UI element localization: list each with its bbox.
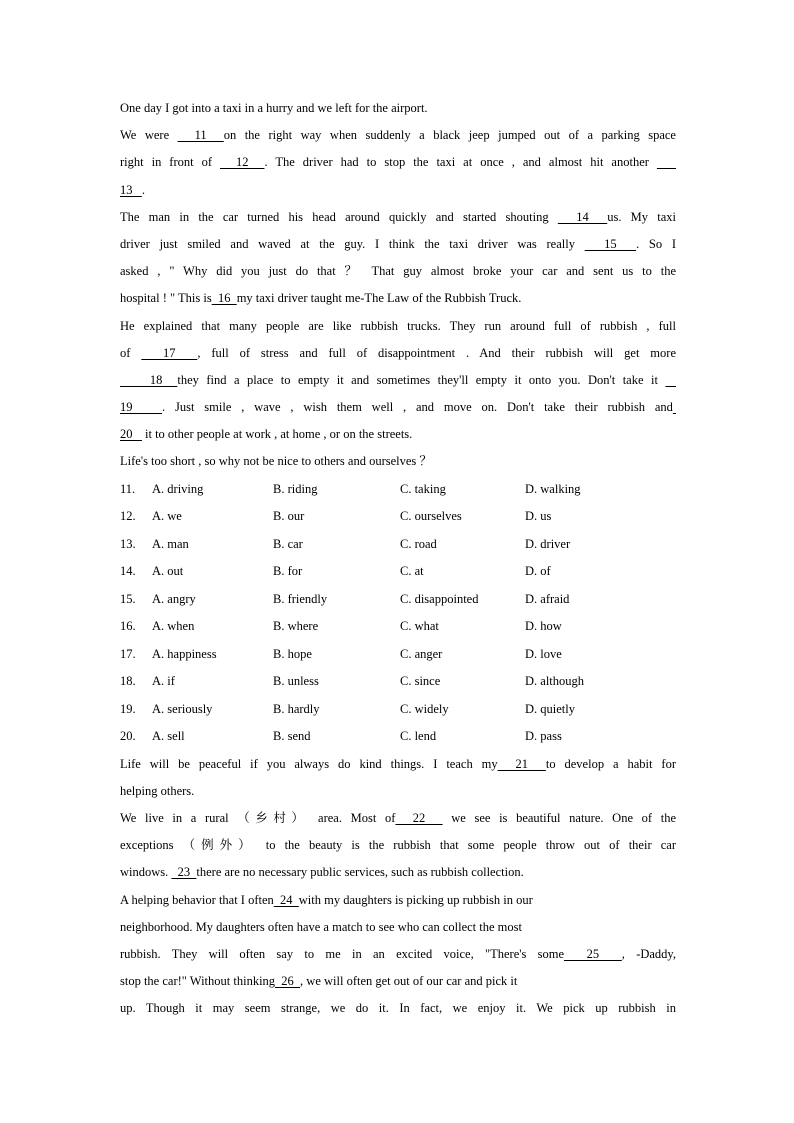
passage2-line [120,887,676,914]
option-d[interactable]: D. afraid [525,591,570,606]
passage1-line [120,204,676,231]
text: A helping behavior that I often [120,892,274,907]
passage2-line [120,995,676,1022]
text: . [141,182,145,197]
blank-18: 18 [120,372,178,387]
question-row [120,586,676,614]
text: us. My taxi [607,209,676,224]
passage1-line [120,95,676,122]
option-a[interactable]: A. if [152,674,175,689]
blank-13-start [657,155,676,169]
text: , full of stress and full of disappointment . And their rubbish will get more [197,345,676,360]
option-a[interactable]: A. when [152,619,195,634]
text: windows. [120,865,172,880]
option-a[interactable]: A. happiness [152,646,217,661]
passage2-line [120,832,676,859]
question-number: 15. [120,591,136,606]
option-b[interactable]: B. car [273,536,303,551]
blank-11: 11 [177,128,224,143]
option-d[interactable]: D. love [525,646,562,661]
text: , -Daddy, [621,946,676,961]
question-row [120,531,676,559]
text: my taxi driver taught me-The Law of the Rubbish Truck. [236,291,522,306]
text: they find a place to empty it and sometimes they'll empty it onto you. Don't take it [177,372,666,387]
question-row [120,503,676,531]
blank-17: 17 [141,345,198,360]
passage2-line [120,941,676,968]
passage2-line [120,778,676,805]
option-d[interactable]: D. how [525,619,562,634]
option-b[interactable]: B. riding [273,481,318,496]
option-d[interactable]: D. walking [525,481,581,496]
text: , we will often get out of our car and pick it [300,974,518,989]
text: One day I got into a taxi in a hurry and we left for the airport. [120,101,428,115]
option-c[interactable]: C. at [400,564,424,579]
option-d[interactable]: D. pass [525,729,562,744]
question-number: 14. [120,564,136,579]
text: . The driver had to stop the taxi at once , and almost hit another [264,155,657,170]
option-b[interactable]: B. send [273,729,311,744]
text: Life will be peaceful if you always do kind things. I teach my [120,756,498,771]
text: asked , " Why did you just do that ？ That guy almost broke your car and sent us to the [120,264,676,279]
question-row [120,613,676,641]
text: driver just smiled and waved at the guy. I think the taxi driver was really [120,236,585,251]
passage1-line [120,313,676,340]
question-row [120,476,676,504]
question-list [120,476,676,751]
question-number: 13. [120,536,136,551]
blank-15: 15 [584,236,637,251]
question-row [120,558,676,586]
text: neighborhood. My daughters often have a match to see who can collect the most [120,919,522,934]
blank-14: 14 [557,209,608,224]
question-row [120,696,676,724]
blank-12: 12 [220,155,265,170]
blank-22: 22 [395,811,443,825]
option-c[interactable]: C. disappointed [400,591,479,606]
question-row [120,723,676,751]
blank-19-start [665,373,676,387]
question-number: 17. [120,646,136,661]
text: helping others. [120,783,195,798]
passage1-line [120,149,676,176]
option-a[interactable]: A. sell [152,729,185,744]
option-c[interactable]: C. road [400,536,437,551]
option-b[interactable]: B. our [273,509,305,524]
passage1-line [120,285,676,312]
question-row [120,641,676,669]
passage1-line [120,421,676,448]
blank-19: 19 [120,400,163,415]
blank-21: 21 [497,756,546,771]
option-b[interactable]: B. for [273,564,303,579]
passage1-line [120,340,676,367]
option-b[interactable]: B. hope [273,646,312,661]
text: We were [120,128,178,143]
passage2-line [120,859,676,886]
question-row [120,668,676,696]
passage1-line [120,367,676,394]
text: hospital ! " This is [120,291,212,306]
text: of [120,345,142,360]
option-d[interactable]: D. although [525,674,585,689]
blank-20-start [673,400,676,414]
question-number: 18. [120,674,136,689]
option-c[interactable]: C. anger [400,646,443,661]
passage1-line [120,448,676,475]
option-c[interactable]: C. what [400,619,439,634]
text: . Just smile , wave , wish them well , and move on. Don't take their rubbish and [162,400,673,415]
passage1-line [120,231,676,258]
option-b[interactable]: B. where [273,619,319,634]
option-d[interactable]: D. quietly [525,701,575,716]
option-d[interactable]: D. of [525,564,551,579]
option-c[interactable]: C. since [400,674,441,689]
text: He explained that many people are like rubbish trucks. They run around full of rubbish , full [120,318,676,333]
option-c[interactable]: C. lend [400,729,437,744]
passage1-line [120,122,676,149]
blank-13: 13 [120,182,142,197]
question-number: 16. [120,619,136,634]
option-b[interactable]: B. unless [273,674,319,689]
blank-16: 16 [211,291,237,306]
blank-20: 20 [120,427,142,442]
option-a[interactable]: A. driving [152,481,204,496]
blank-26: 26 [275,974,301,989]
text: we see is beautiful nature. One of the [442,811,676,825]
text: with my daughters is picking up rubbish in our [298,892,533,907]
question-number: 19. [120,701,136,716]
option-a[interactable]: A. angry [152,591,196,606]
option-c[interactable]: C. widely [400,701,449,716]
option-d[interactable]: D. us [525,509,552,524]
text: it to other people at work , at home , or on the streets. [141,427,413,442]
text: exceptions （例外） to the beauty is the rubbish that some people throw out of their car [120,838,676,853]
option-c[interactable]: C. taking [400,481,446,496]
passage2-line [120,805,676,832]
text: Life's too short , so why not be nice to others and ourselves ？ [120,454,432,469]
question-number: 11. [120,481,136,496]
option-a[interactable]: A. man [152,536,189,551]
option-b[interactable]: B. friendly [273,591,328,606]
text: . So I [636,236,676,251]
text: to develop a habit for [545,756,676,771]
text: stop the car!" Without thinking [120,974,276,989]
text: We live in a rural （乡村） area. Most of [120,811,396,825]
question-number: 12. [120,509,136,524]
option-c[interactable]: C. ourselves [400,509,462,524]
question-number: 20. [120,729,136,744]
text: there are no necessary public services, such as rubbish collection. [196,865,524,880]
option-a[interactable]: A. we [152,509,182,524]
passage2-line [120,968,676,995]
passage2-line [120,914,676,941]
text: The man in the car turned his head around quickly and started shouting [120,209,558,224]
blank-24: 24 [273,892,299,907]
option-d[interactable]: D. driver [525,536,571,551]
document-page [120,95,676,1023]
passage2-line [120,751,676,778]
passage1-line [120,177,676,204]
option-a[interactable]: A. out [152,564,184,579]
text: rubbish. They will often say to me in an excited voice, "There's some [120,946,565,961]
option-b[interactable]: B. hardly [273,701,320,716]
passage1-line [120,394,676,421]
text: up. Though it may seem strange, we do it. In fact, we enjoy it. We pick up rubbish in [120,1001,676,1016]
blank-25: 25 [564,946,622,961]
text: on the right way when suddenly a black jeep jumped out of a parking space [223,128,676,143]
passage1-line [120,258,676,285]
blank-23: 23 [171,865,197,880]
option-a[interactable]: A. seriously [152,701,213,716]
text: right in front of [120,155,220,170]
